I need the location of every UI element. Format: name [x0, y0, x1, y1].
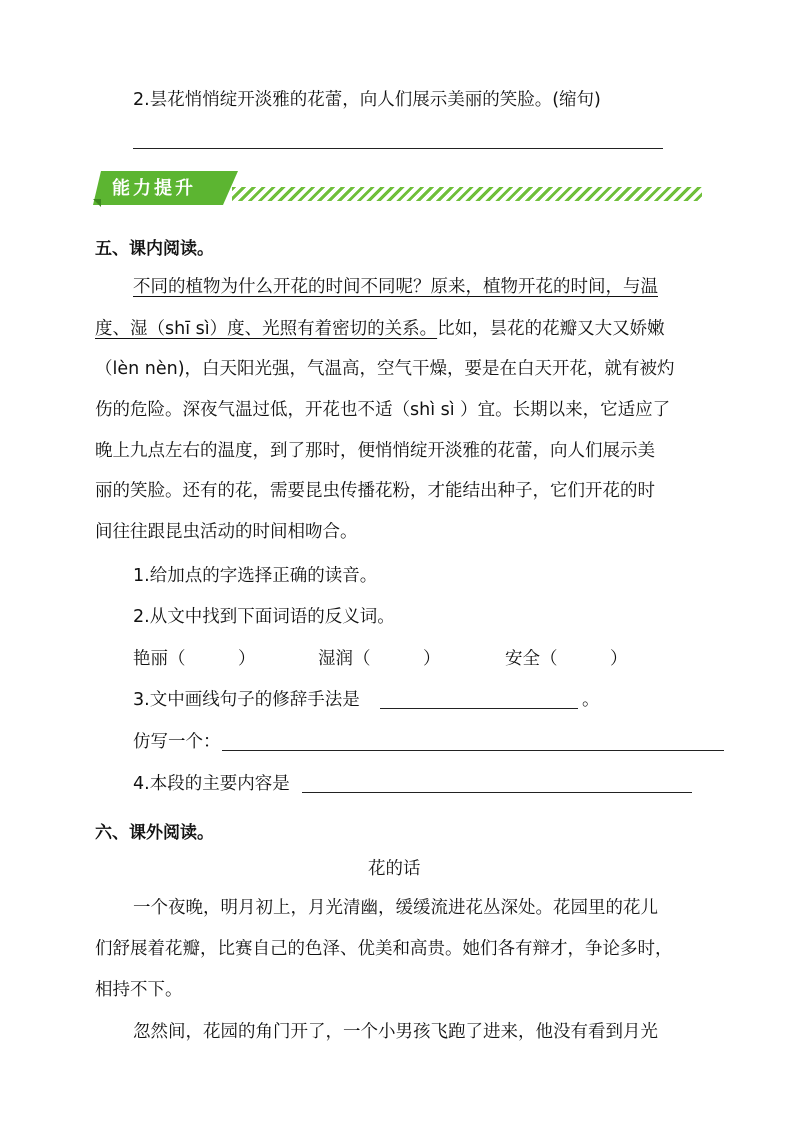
question-3-period: 。: [582, 690, 600, 710]
question-2: 2.从文中找到下面词语的反义词。: [133, 607, 395, 627]
story-line-1: 一个夜晚，明月初上，月光清幽，缓缓流进花丛深处。花园里的花儿: [133, 898, 658, 918]
story-line-4: 忽然间，花园的角门开了，一个小男孩飞跑了进来，他没有看到月光: [133, 1022, 658, 1042]
antonym-1[interactable]: 艳丽（ ）: [133, 649, 256, 669]
passage-line-2: [95, 317, 665, 341]
story-line-2: 们舒展着花瓣，比赛自己的色泽、优美和高贵。她们各有辩才，争论多时，: [95, 939, 673, 959]
answer-line-q4[interactable]: [302, 792, 692, 793]
question-1: 1.给加点的字选择正确的读音。: [133, 566, 378, 586]
question-3: 3.文中画线句子的修辞手法是: [133, 690, 360, 710]
section-heading-6: 六、课外阅读。: [95, 823, 214, 843]
passage-line-1: 不同的植物为什么开花的时间不同呢？原来，植物开花的时间，与温: [133, 277, 658, 297]
story-title: 花的话: [368, 859, 421, 879]
question-item-2: 2.昙花悄悄绽开淡雅的花蕾，向人们展示美丽的笑脸。(缩句): [133, 90, 601, 110]
story-line-3: 相持不下。: [95, 980, 183, 1000]
passage-line-5: 晚上九点左右的温度，到了那时，便悄悄绽开淡雅的花蕾，向人们展示美: [95, 441, 655, 461]
banner-label: 能力提升: [112, 178, 196, 199]
passage-line-6: 丽的笑脸。还有的花，需要昆虫传播花粉，才能结出种子，它们开花的时: [95, 481, 655, 501]
antonym-3[interactable]: 安全（ ）: [505, 649, 628, 669]
passage-text: 比如，昙花的花瓣又大又娇嫩: [437, 319, 665, 339]
antonym-2[interactable]: 湿润（ ）: [318, 649, 441, 669]
banner-stripe: [232, 187, 702, 201]
passage-line-3: （lèn nèn)，白天阳光强，气温高，空气干燥，要是在白天开花，就有被灼: [95, 359, 675, 379]
answer-line-q3[interactable]: [380, 708, 578, 709]
answer-line[interactable]: [133, 148, 663, 149]
passage-line-4: 伤的危险。深夜气温过低，开花也不适（shì sì ）宜。长期以来，它适应了: [95, 400, 671, 420]
section-heading-5: 五、课内阅读。: [95, 239, 214, 259]
underlined-sentence-end: 度、湿（shī sì）度、光照有着密切的关系。: [95, 319, 438, 339]
passage-line-7: 间往往跟昆虫活动的时间相吻合。: [95, 522, 358, 542]
answer-line-imitate[interactable]: [222, 750, 724, 751]
question-4: 4.本段的主要内容是: [133, 774, 290, 794]
imitate-label: 仿写一个：: [133, 732, 221, 752]
